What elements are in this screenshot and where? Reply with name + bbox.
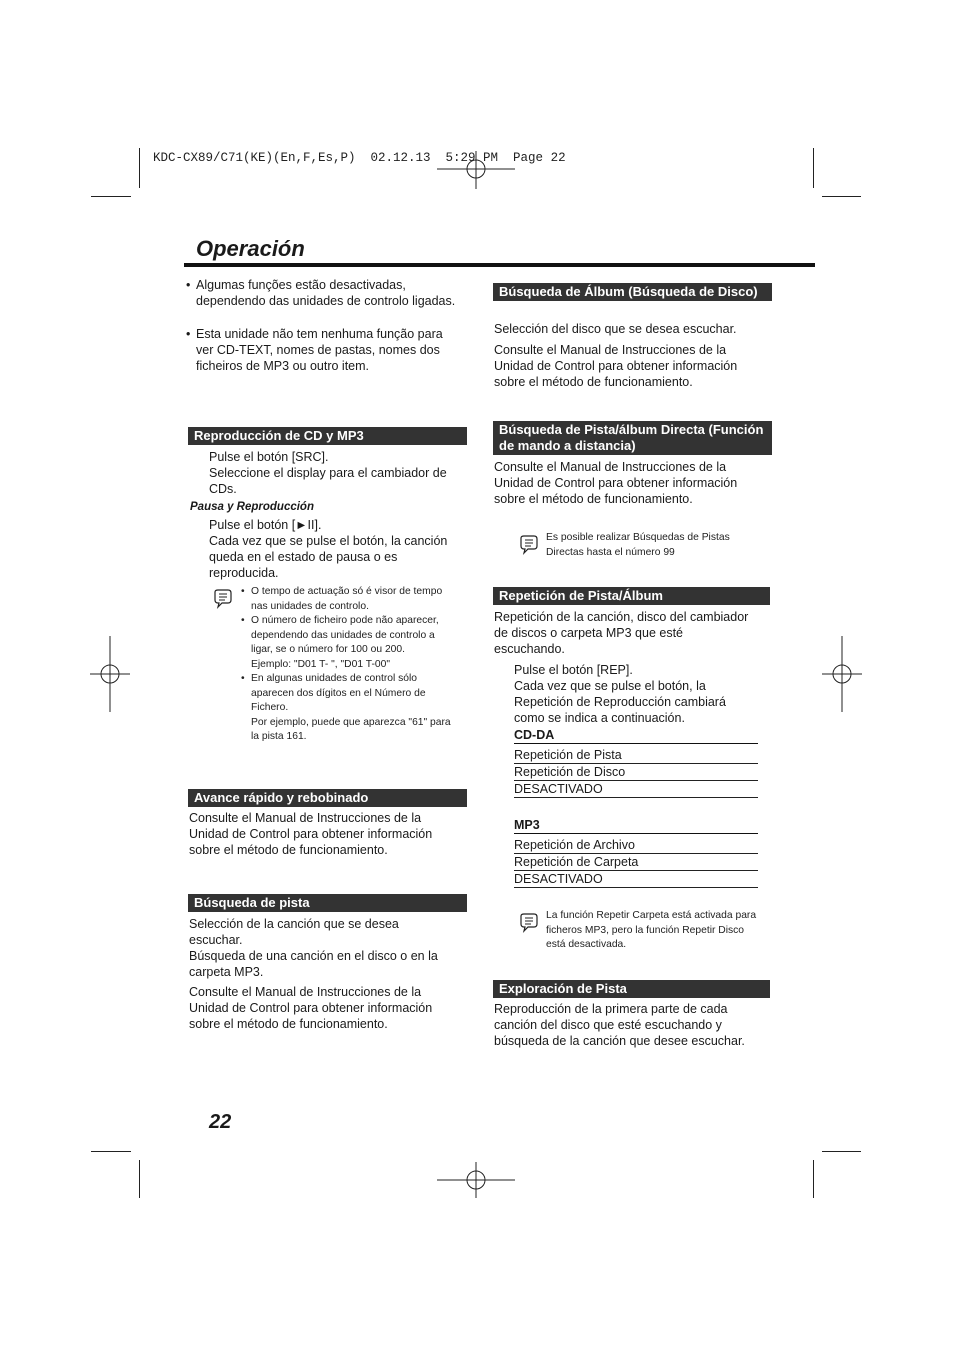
section-heading-fast-forward: Avance rápido y rebobinado xyxy=(188,789,467,807)
print-header: KDC-CX89/C71(KE)(En,F,Es,P) 02.12.13 5:29 PM Page 22 xyxy=(153,151,566,165)
step-text: Pulse el botón [►II]. xyxy=(209,518,322,532)
section-heading-scan: Exploración de Pista xyxy=(493,980,770,998)
note-text: En algunas unidades de control sólo aparecen dos dígitos en el Número de Fichero. xyxy=(251,673,426,713)
section-heading-direct-search: Búsqueda de Pista/álbum Directa (Función de mando a distancia) xyxy=(493,421,772,455)
crop-mark xyxy=(139,148,140,188)
note-text: La función Repetir Carpeta está activada para ficheros MP3, pero la función Repetir Disco está desactivada. xyxy=(546,910,757,950)
crop-mark xyxy=(822,1151,861,1152)
section-text: Reproducción de la primera parte de cada canción del disco que esté escuchando y búsqueda de la canción que desee escuchar. xyxy=(494,1002,745,1048)
step-description: Cada vez que se pulse el botón, la Repetición de Reproducción cambiará como se indica a continuación. xyxy=(514,679,726,725)
section-heading-repeat: Repetición de Pista/Álbum xyxy=(493,587,770,605)
crop-mark xyxy=(813,1160,814,1198)
list-item: • Esta unidade não tem nenhuma função para ver CD-TEXT, nomes de pastas, nomes dos ficheiros de MP3 ou outro item. xyxy=(186,326,456,374)
page-number: 22 xyxy=(209,1111,232,1133)
list-item: • Algumas funções estão desactivadas, dependendo das unidades de controlo ligadas. xyxy=(186,277,456,309)
list-item xyxy=(241,585,456,614)
step-text: Pulse el botón [REP]. xyxy=(514,663,633,677)
section-text: Selección del disco que se desea escuchar. xyxy=(494,322,737,336)
list-item xyxy=(241,672,456,745)
mp3-table xyxy=(514,818,758,888)
crop-mark xyxy=(813,148,814,188)
section-text: Consulte el Manual de Instrucciones de la Unidad de Control para obtener información sobre el método de funcionamiento. xyxy=(494,343,738,389)
note-example: Ejemplo: "D01 T- ", "D01 T-00" xyxy=(251,658,391,670)
table-header: CD-DA xyxy=(514,728,758,744)
section-heading-album-search: Búsqueda de Álbum (Búsqueda de Disco) xyxy=(493,283,772,301)
section-text: Consulte el Manual de Instrucciones de la Unidad de Control para obtener información sobre el método de funcionamiento. xyxy=(189,811,433,857)
table-row: DESACTIVADO xyxy=(514,871,758,888)
table-row: Repetición de Disco xyxy=(514,764,758,781)
section-text: Repetición de la canción, disco del cambiador de discos o carpeta MP3 que esté escuchando. xyxy=(494,610,749,656)
table-row: Repetición de Archivo xyxy=(514,837,758,854)
cdda-table xyxy=(514,728,758,798)
title-rule xyxy=(184,263,815,267)
note-text: O número de ficheiro pode não aparecer, dependendo das unidades de controlo a ligar, se o número for 100 ou 200. xyxy=(251,615,439,655)
step-text: Pulse el botón [SRC]. xyxy=(209,450,329,464)
step-description: Seleccione el display para el cambiador de CDs. xyxy=(209,466,447,496)
table-row: DESACTIVADO xyxy=(514,781,758,798)
crop-mark xyxy=(139,1160,140,1198)
registration-mark-right xyxy=(822,636,862,712)
section-text: Consulte el Manual de Instrucciones de la Unidad de Control para obtener información sobre el método de funcionamiento. xyxy=(189,985,433,1031)
crop-mark xyxy=(822,196,861,197)
table-row: Repetición de Carpeta xyxy=(514,854,758,871)
note-icon xyxy=(518,912,540,934)
registration-mark-bottom xyxy=(437,1162,517,1200)
section-text: Consulte el Manual de Instrucciones de la Unidad de Control para obtener información sobre el método de funcionamiento. xyxy=(494,460,738,506)
step-description: Cada vez que se pulse el botón, la canción queda en el estado de pausa o es reproducida. xyxy=(209,534,448,580)
crop-mark xyxy=(91,1151,131,1152)
section-text: Búsqueda de una canción en el disco o en la carpeta MP3. xyxy=(189,949,438,979)
page-title: Operación xyxy=(196,236,305,261)
pt-notes-list xyxy=(186,277,456,374)
section-text: Selección de la canción que se desea escuchar. xyxy=(189,917,399,947)
note-icon xyxy=(518,534,540,556)
registration-mark-left xyxy=(90,636,130,712)
table-header: MP3 xyxy=(514,818,758,834)
note-list xyxy=(241,585,456,745)
list-item xyxy=(241,614,456,672)
crop-mark xyxy=(91,196,131,197)
table-row: Repetición de Pista xyxy=(514,747,758,764)
note-text: Es posible realizar Búsquedas de Pistas Directas hasta el número 99 xyxy=(546,532,730,558)
note-text: O tempo de actuação só é visor de tempo nas unidades de controlo. xyxy=(251,586,443,612)
section-heading-track-search: Búsqueda de pista xyxy=(188,894,467,912)
note-icon xyxy=(212,588,234,610)
note-example: Por ejemplo, puede que aparezca "61" para la pista 161. xyxy=(251,716,451,742)
section-heading-cd-mp3: Reproducción de CD y MP3 xyxy=(188,427,467,445)
sub-heading-pause: Pausa y Reproducción xyxy=(190,501,314,513)
